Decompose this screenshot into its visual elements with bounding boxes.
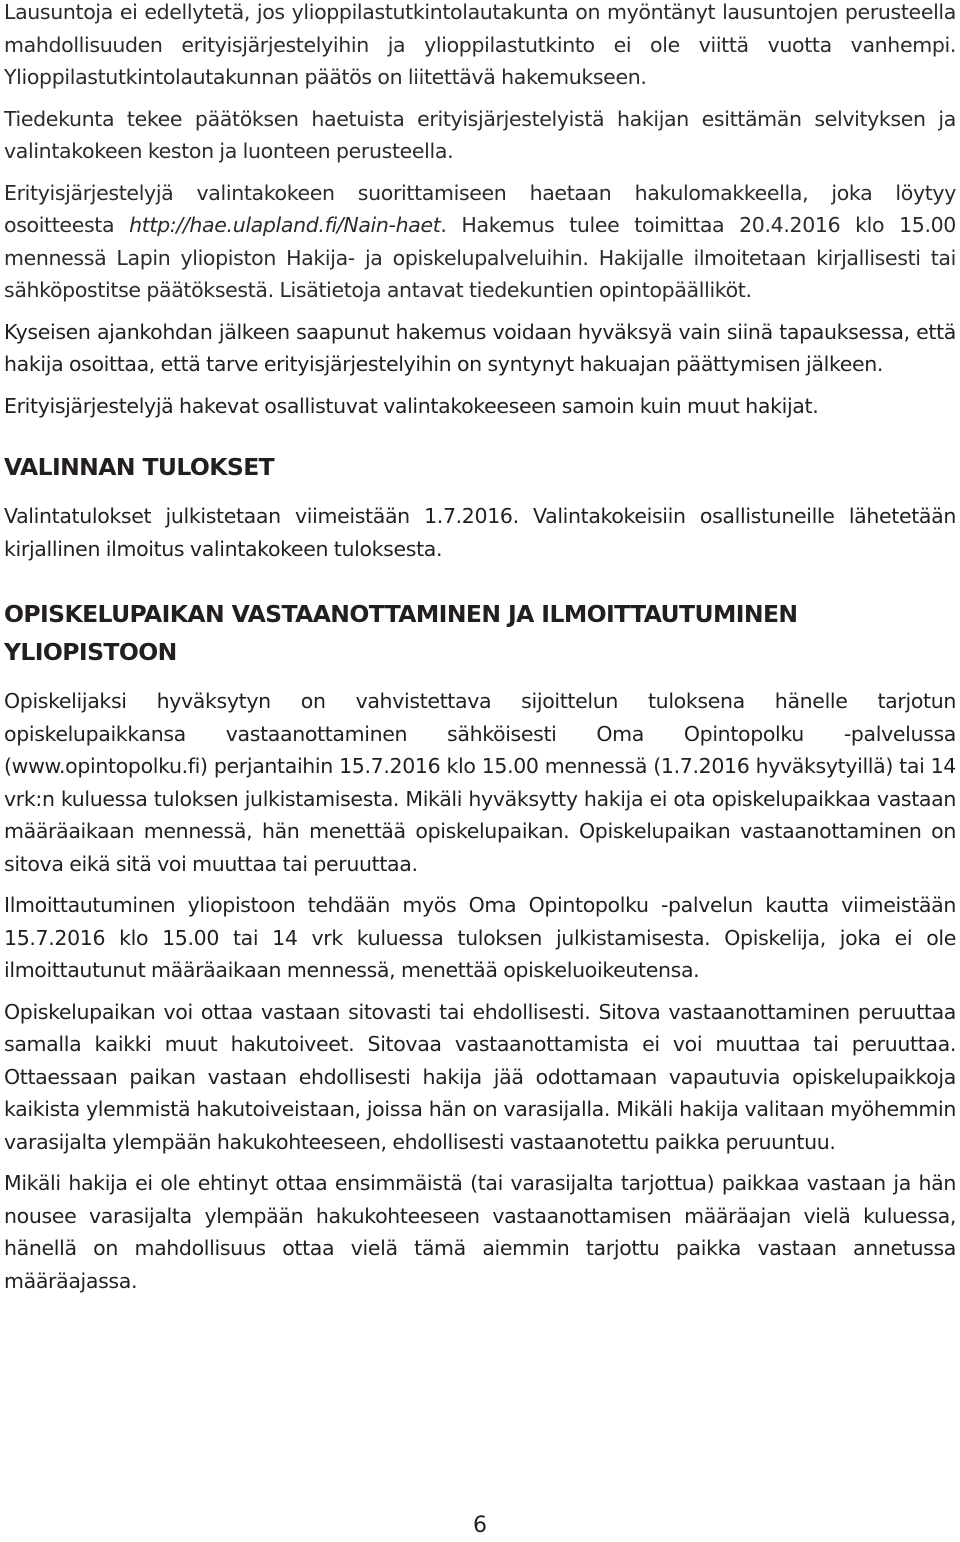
page-number: 6 [473,1513,487,1538]
paragraph-faculty-decision: Tiedekunta tekee päätöksen haetuista erityisjärjestelyistä hakijan esittämän selvityksen ja valintakokeen keston ja luonteen perusteella. [4,106,956,163]
paragraph-statements: Lausuntoja ei edellytetä, jos ylioppilastutkintolautakunta on myöntänyt lausuntojen perusteella mahdollisuuden erityisjärjestelyihin ja ylioppilastutkinto ei ole viittä vuotta vanhempi. Ylioppilastutkintolautakunnan päätös on liitettävä hakemukseen. [4,0,956,89]
document-page [4,0,956,1297]
paragraph-waitlist: Mikäli hakija ei ole ehtinyt ottaa ensimmäistä (tai varasijalta tarjottua) paikkaa vastaan ja hän nousee varasijalta ylempään hakukohteeseen vastaanottamisen määräajan vielä kuluessa, hänellä on mahdollisuus ottaa vielä tämä aiemmin tarjottu paikka vastaan annetussa määräajassa. [4,1171,956,1293]
paragraph-binding-conditional: Opiskelupaikan voi ottaa vastaan sitovasti tai ehdollisesti. Sitova vastaanottaminen peruuttaa samalla kaikki muut hakutoiveet. Sitovaa vastaanottamista ei voi muuttaa tai peruuttaa. Ottaessaan paikan vastaan ehdollisesti hakija jää odottamaan vapautuvia opiskelupaikkoja kaikista ylemmistä hakutoiveistaan, joissa hän on varasijalla. Mikäli hakija valitaan myöhemmin varasijalta ylempään hakukohteeseen, ehdollisesti vastaanotettu paikka peruuntuu. [4,999,956,1154]
paragraph-application-form [4,177,956,307]
heading-acceptance: OPISKELUPAIKAN VASTAANOTTAMINEN JA ILMOITTAUTUMINEN YLIOPISTOON [4,600,798,666]
paragraph-registration: Ilmoittautuminen yliopistoon tehdään myös Oma Opintopolku -palvelun kautta viimeistään 15.7.2016 klo 15.00 tai 14 vrk kuluessa tuloksen julkistamisesta. Opiskelija, joka ei ole ilmoittautunut määräaikaan mennessä, menettää opiskeluoikeutensa. [4,893,956,982]
paragraph-late-application: Kyseisen ajankohdan jälkeen saapunut hakemus voidaan hyväksyä vain siinä tapauksessa, että hakija osoittaa, että tarve erityisjärjestelyihin on syntynyt hakuajan päättymisen jälkeen. [4,319,956,376]
paragraph-same-exam: Erityisjärjestelyjä hakevat osallistuvat valintakokeeseen samoin kuin muut hakijat. [4,393,819,418]
paragraph-acceptance-confirm: Opiskelijaksi hyväksytyn on vahvistettava sijoittelun tuloksena hänelle tarjotun opiskelupaikkansa vastaanottaminen sähköisesti Oma Opintopolku -palvelussa (www.opintopolku.fi) perjantaihin 15.7.2016 klo 15.00 mennessä (1.7.2016 hyväksytyillä) tai 14 vrk:n kuluessa tuloksen julkistamisesta. Mikäli hyväksytty hakija ei ota opiskelupaikkaa vastaan määräaikaan mennessä, hän menettää opiskelupaikan. Opiskelupaikan vastaanottaminen on sitova eikä sitä voi muuttaa tai peruuttaa. [4,689,956,876]
heading-results: VALINNAN TULOKSET [4,453,275,481]
paragraph-results: Valintatulokset julkistetaan viimeistään 1.7.2016. Valintakokeisiin osallistuneille lähetetään kirjallinen ilmoitus valintakokeen tuloksesta. [4,504,956,561]
application-form-text-start: Erityisjärjestelyjä valintakokeen suorittamiseen haetaan hakulomakkeella, joka löytyy osoitteesta [4,180,956,237]
application-form-text-end: . Hakemus tulee toimittaa 20.4.2016 klo 15.00 mennessä Lapin yliopiston Hakija- ja opiskelupalveluihin. Hakijalle ilmoitetaan kirjallisesti tai sähköpostitse päätöksestä. Lisätietoja antavat tiedekuntien opintopäälliköt. [4,213,957,302]
application-form-link[interactable]: http://hae.ulapland.fi/Nain-haet [129,213,441,237]
